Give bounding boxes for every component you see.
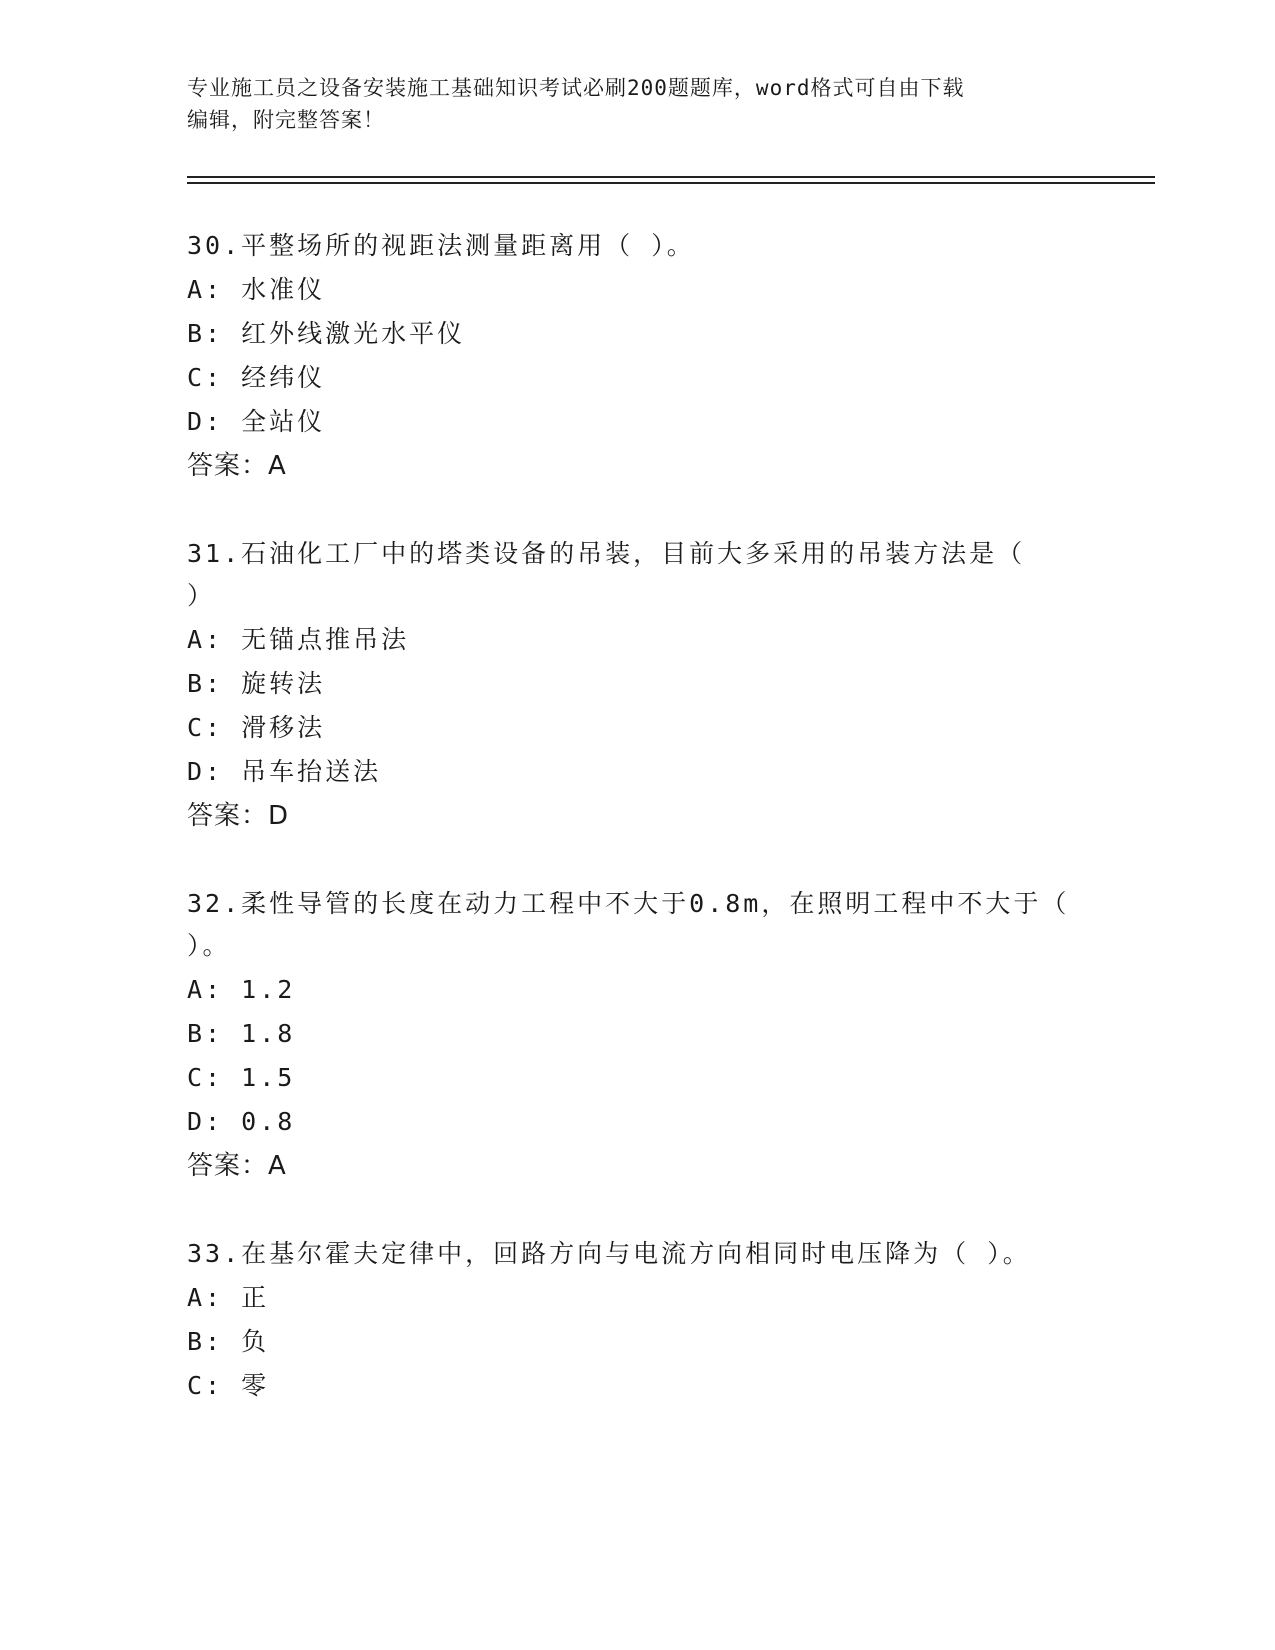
answer-line: 答案：A	[187, 451, 287, 481]
option-c: C: 滑移法	[187, 713, 326, 742]
option-b: B: 负	[187, 1327, 270, 1356]
option-a: A: 无锚点推吊法	[187, 625, 410, 654]
option-d: D: 0.8	[187, 1107, 296, 1136]
header-line-1: 专业施工员之设备安装施工基础知识考试必刷200题题库，word格式可自由下载	[187, 76, 965, 100]
option-a: A: 正	[187, 1283, 270, 1312]
answer-line: 答案：D	[187, 801, 290, 831]
question-stem: 33.在基尔霍夫定律中，回路方向与电流方向相同时电压降为（ ）。	[187, 1239, 1031, 1268]
question-stem: 30.平整场所的视距法测量距离用（ ）。	[187, 231, 695, 260]
option-b: B: 1.8	[187, 1019, 296, 1048]
option-b: B: 红外线激光水平仪	[187, 319, 466, 348]
question-stem: 32.柔性导管的长度在动力工程中不大于0.8m，在照明工程中不大于（	[187, 889, 1070, 918]
document-header	[187, 72, 1067, 136]
header-divider-top	[187, 176, 1155, 178]
option-c: C: 经纬仪	[187, 363, 326, 392]
answer-line: 答案：A	[187, 1151, 287, 1181]
question-stem-continued: ）。	[187, 931, 231, 960]
header-line-2: 编辑，附完整答案！	[187, 108, 385, 132]
question-stem-continued: ）	[187, 581, 216, 610]
question-stem: 31.石油化工厂中的塔类设备的吊装，目前大多采用的吊装方法是（	[187, 539, 1026, 568]
option-a: A: 1.2	[187, 975, 296, 1004]
option-c: C: 零	[187, 1371, 270, 1400]
header-divider-bottom	[187, 182, 1155, 184]
option-a: A: 水准仪	[187, 275, 326, 304]
option-c: C: 1.5	[187, 1063, 296, 1092]
option-d: D: 吊车抬送法	[187, 757, 382, 786]
option-b: B: 旋转法	[187, 669, 326, 698]
option-d: D: 全站仪	[187, 407, 326, 436]
